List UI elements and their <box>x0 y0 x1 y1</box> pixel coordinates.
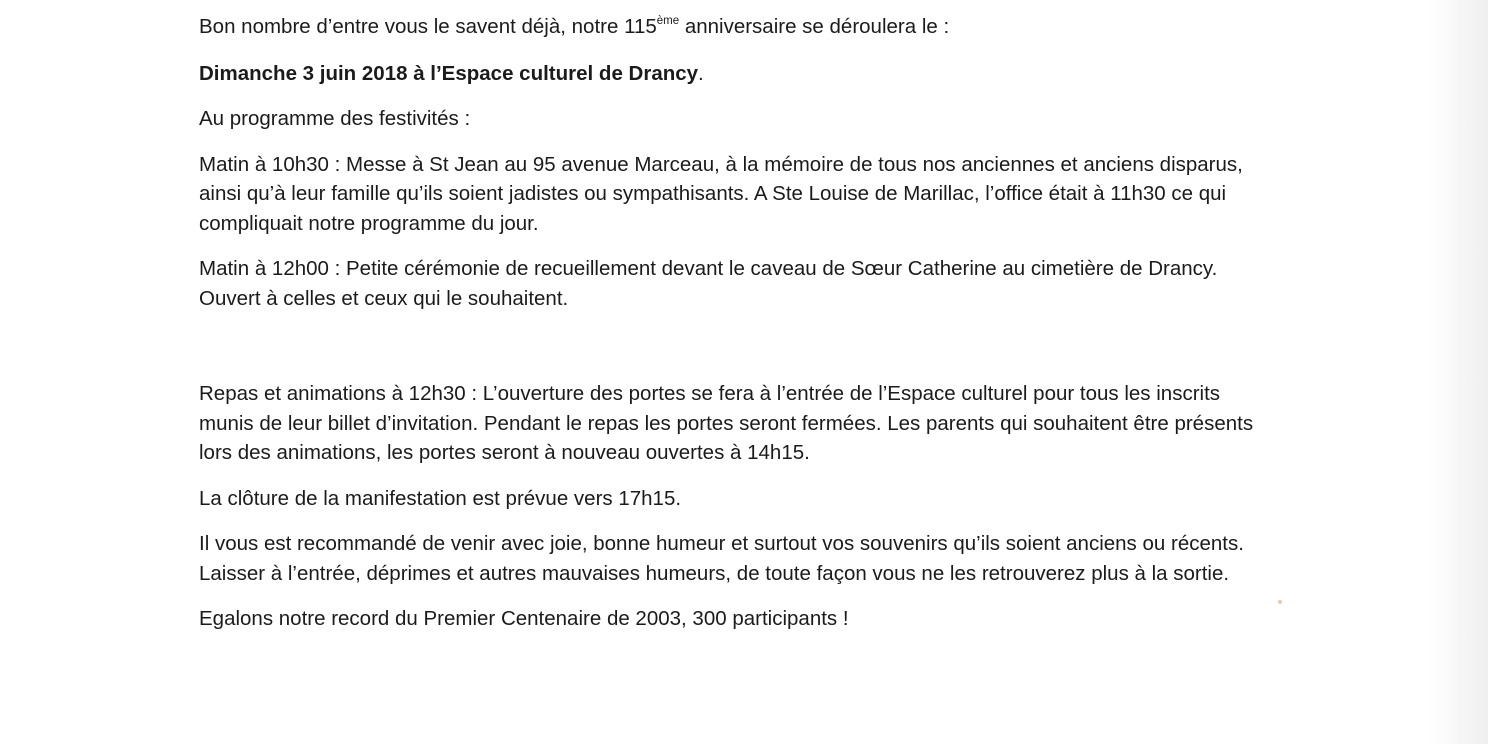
ordinal-superscript: ème <box>656 15 680 28</box>
closing-paragraph: La clôture de la manifestation est prévue vers 17h15. <box>199 486 682 510</box>
recommendation-paragraph: Il vous est recommandé de venir avec joie, bonne humeur et surtout vos souvenirs qu’ils soient anciens ou récents. Laisser à l’entrée, déprimes et autres mauvaises humeurs, de toute façon vous ne les retrouverez plus à la sortie. <box>199 532 1244 585</box>
record-paragraph: Egalons notre record du Premier Centenaire de 2003, 300 participants ! <box>199 607 849 630</box>
intro-text: Bon nombre d’entre vous le savent déjà, notre 115 <box>199 15 657 38</box>
intro-paragraph <box>199 12 1269 42</box>
event-date-paragraph <box>199 59 1269 89</box>
intro-text-end: anniversaire se déroulera le : <box>679 15 950 38</box>
scan-shadow-edge <box>1430 0 1488 744</box>
letter-body <box>199 12 1269 634</box>
programme-heading: Au programme des festivités : <box>199 107 471 130</box>
schedule-meal: Repas et animations à 12h30 : L’ouverture des portes se fera à l’entrée de l’Espace culturel pour tous les inscrits munis de leur billet d’invitation. Pendant le repas les portes seront fermées. Les parents qui souhaitent être présents lors des animations, les portes seront à nouveau ouvertes à 14h15. <box>199 382 1254 464</box>
schedule-mass: Matin à 10h30 : Messe à St Jean au 95 avenue Marceau, à la mémoire de tous nos anciennes et anciens disparus, ainsi qu’à leur famille qu’ils soient jadistes ou sympathisants. A Ste Louise de Marillac, l’office était à 11h30 ce qui compliquait notre programme du jour. <box>199 152 1243 235</box>
schedule-ceremony: Matin à 12h00 : Petite cérémonie de recueillement devant le caveau de Sœur Catherine au cimetière de Drancy. Ouvert à celles et ceux qui le souhaitent. <box>199 257 1218 310</box>
event-date-period: . <box>698 61 704 85</box>
scan-speck <box>1278 600 1282 604</box>
event-date: Dimanche 3 juin 2018 à l’Espace culturel de Drancy <box>199 61 699 85</box>
